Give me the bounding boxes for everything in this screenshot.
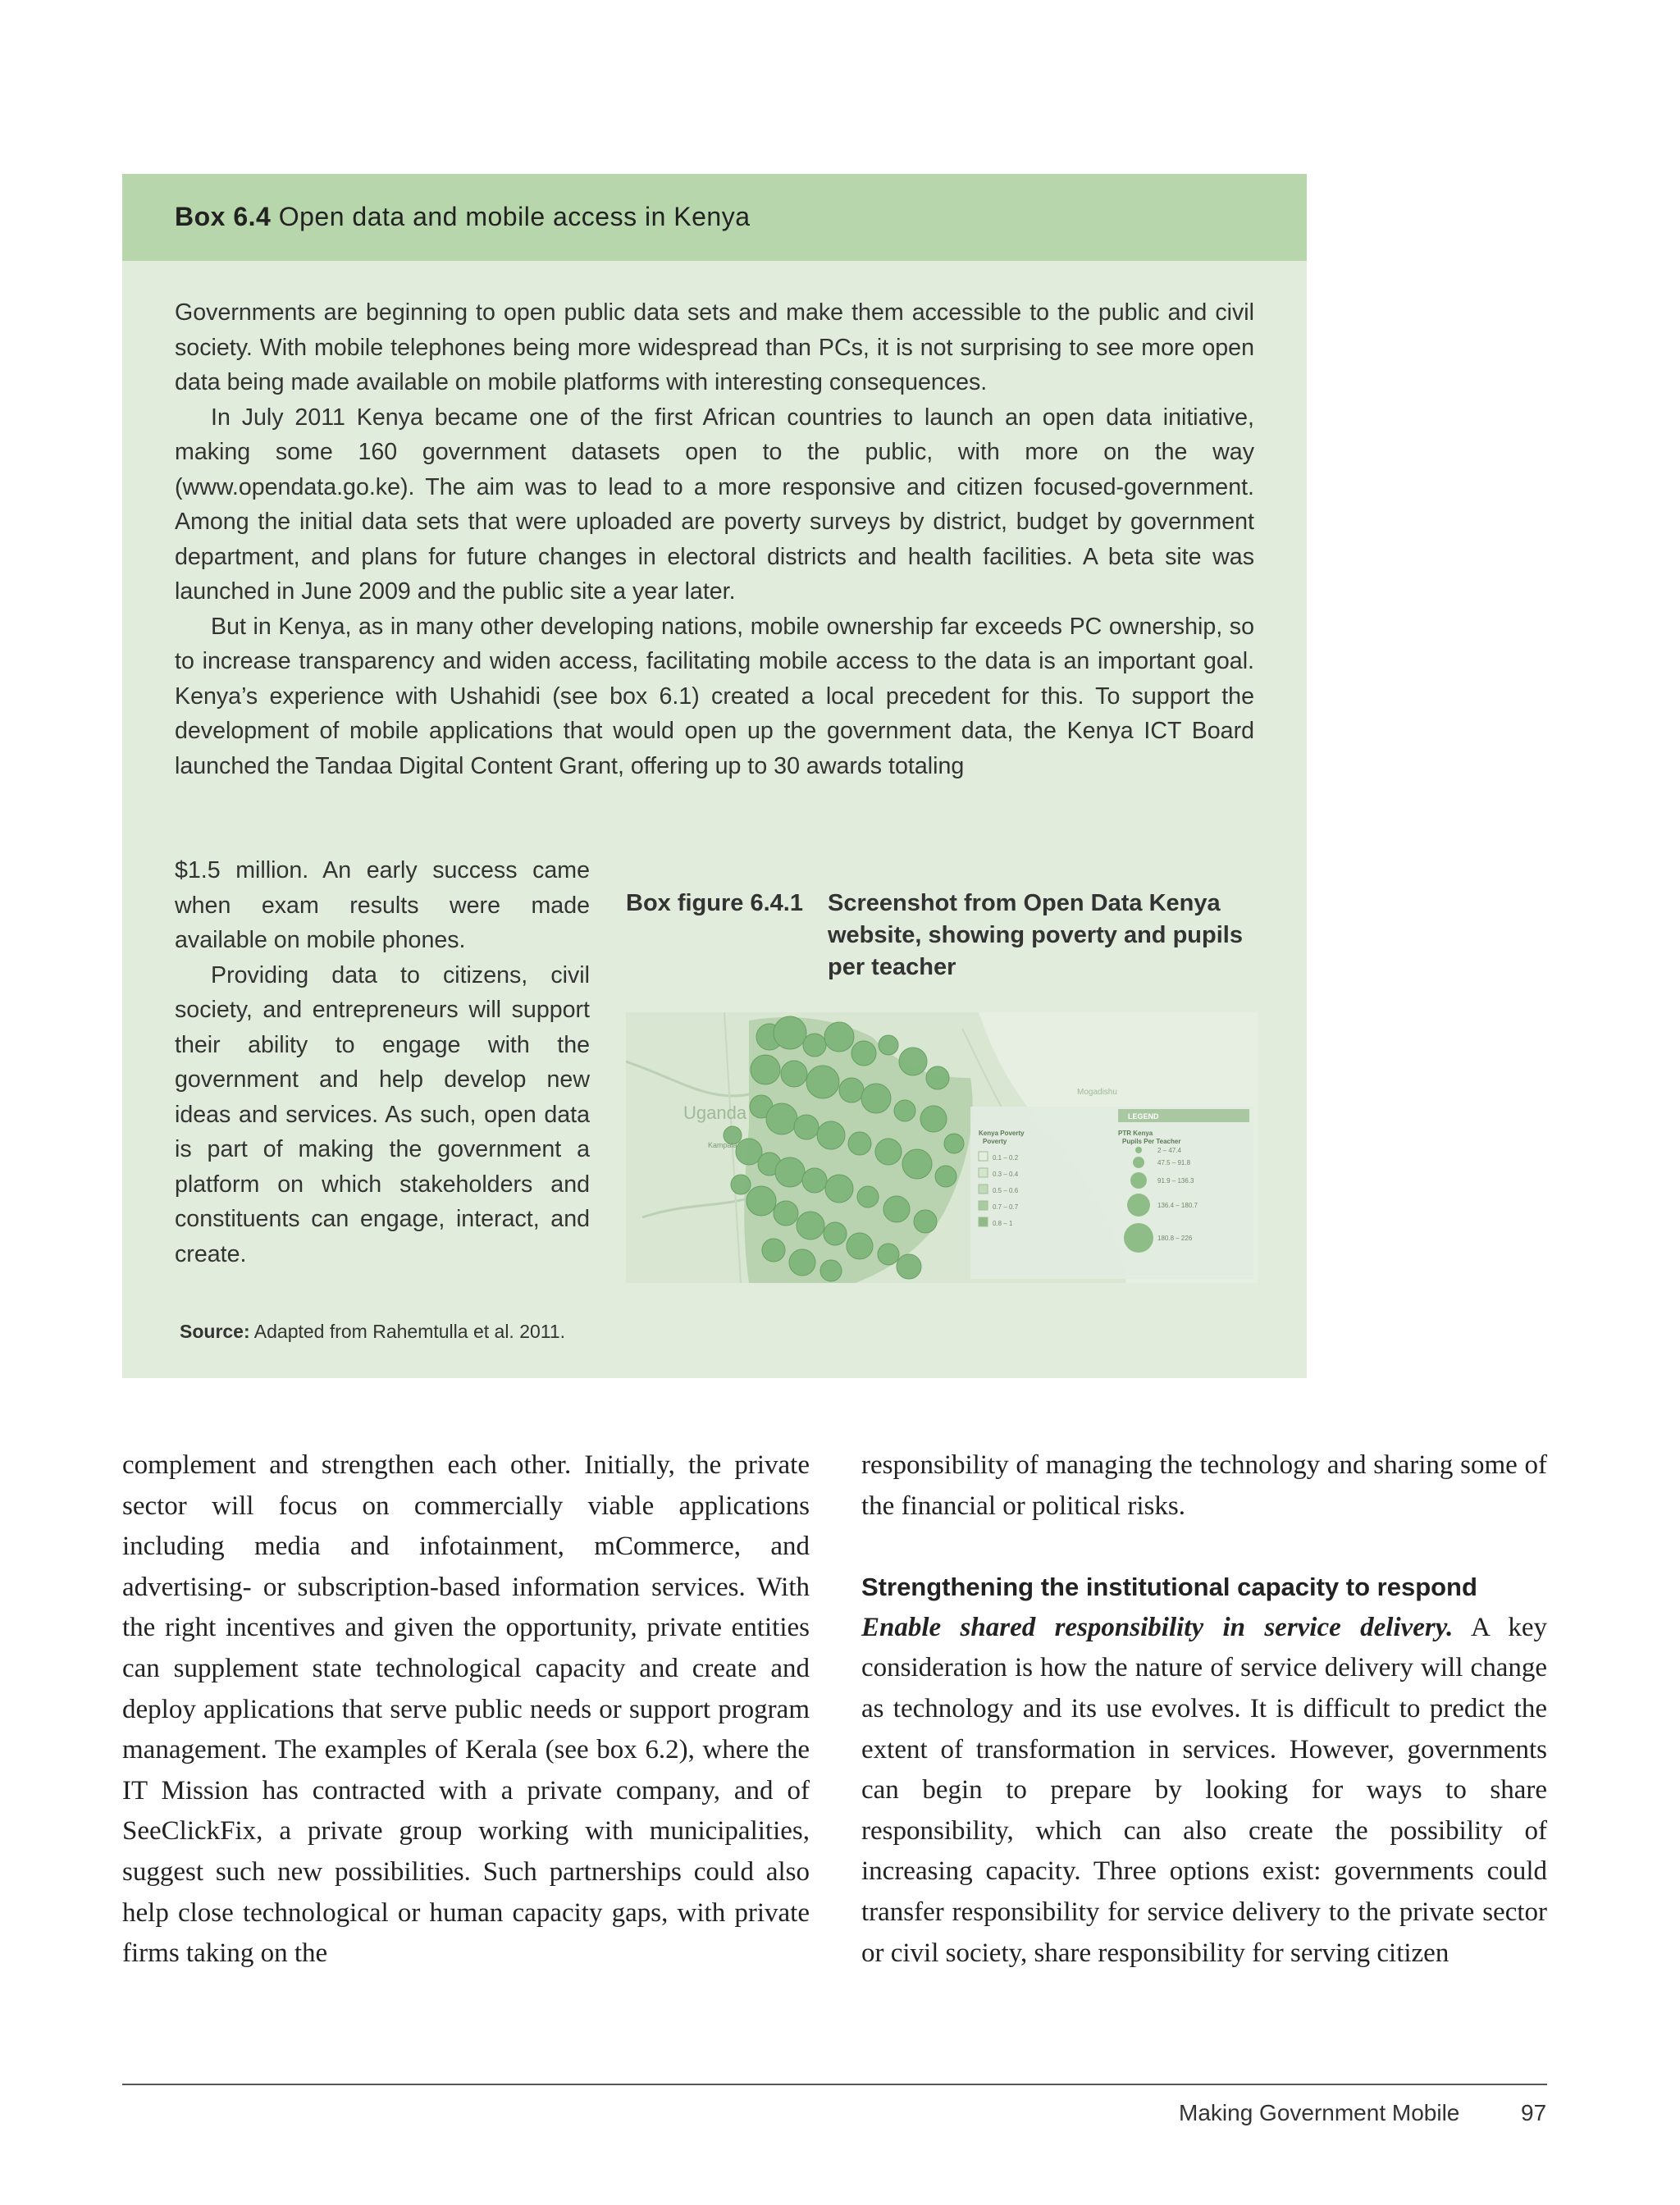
- district-circle: [926, 1066, 949, 1089]
- poverty-range: 0.1 – 0.2: [993, 1154, 1019, 1162]
- source-label: Source:: [180, 1321, 250, 1342]
- figure-title: Screenshot from Open Data Kenya website, showing poverty and pupils per teacher: [828, 890, 1243, 980]
- district-circle: [751, 1055, 780, 1084]
- district-circle: [824, 1222, 847, 1245]
- right-column: [861, 1445, 1547, 1974]
- district-circle: [789, 1249, 815, 1276]
- figure-label: Box figure 6.4.1: [626, 890, 803, 916]
- legend-header: LEGEND: [1128, 1112, 1159, 1121]
- left-column-text: complement and strengthen each other. Initially, the private sector will focus on commercially viable applications including media and infotainment, mCommerce, and advertising- or subscription-based information services. With the right incentives and given the opportunity, private entities can supplement state technological capacity and create and deploy applications that serve public needs or support program management. The examples of Kerala (see box 6.2), where the IT Mission has contracted with a private company, and of SeeClickFix, a private group working with municipalities, suggest such new possibilities. Such partnerships could also help close technological or human capacity gaps, with private firms taking on the: [122, 1450, 810, 1969]
- map-label-kampala: Kampala: [708, 1141, 737, 1149]
- ptr-circle: [1127, 1194, 1150, 1217]
- district-circle: [857, 1186, 879, 1208]
- runin-heading: Enable shared responsibility in service delivery.: [861, 1612, 1454, 1642]
- box-header: [122, 174, 1307, 261]
- section-heading: Strengthening the institutional capacity to respond: [861, 1573, 1477, 1602]
- box-title: [175, 202, 751, 232]
- poverty-swatch: [979, 1217, 988, 1226]
- poverty-range: 0.3 – 0.4: [993, 1171, 1019, 1178]
- district-circle: [774, 1016, 806, 1049]
- source-text: Adapted from Rahemtulla et al. 2011.: [253, 1321, 566, 1342]
- district-circle: [824, 1022, 854, 1052]
- district-circle: [746, 1186, 776, 1216]
- district-circle: [879, 1035, 898, 1055]
- district-circle: [775, 1157, 805, 1187]
- poverty-swatch: [979, 1201, 988, 1210]
- box-6-4: [122, 174, 1307, 1378]
- poverty-range: 0.5 – 0.6: [993, 1187, 1019, 1194]
- district-circle: [825, 1175, 853, 1203]
- poverty-range: 0.8 – 1: [993, 1220, 1013, 1227]
- district-circle: [781, 1061, 807, 1087]
- district-circle: [848, 1132, 871, 1155]
- district-circle: [935, 1166, 956, 1187]
- district-circle: [847, 1233, 873, 1259]
- district-circle: [762, 1239, 785, 1262]
- ptr-circle: [1130, 1172, 1147, 1189]
- box-paragraph-1: Governments are beginning to open public data sets and make them accessible to the public and civil society. With mobile telephones being more widespread than PCs, it is not surprising to see more open data being made available on mobile platforms with interesting consequences.: [175, 299, 1254, 395]
- box-title-text: Open data and mobile access in Kenya: [278, 202, 751, 231]
- ptr-range: 47.5 – 91.8: [1157, 1159, 1191, 1166]
- district-circle: [902, 1149, 932, 1179]
- district-circle: [797, 1212, 824, 1239]
- district-circle: [806, 1066, 839, 1098]
- box-paragraph-4: Providing data to citizens, civil society, and entrepreneurs will support their ability to engage with the government and help develop new ideas and services. As such, open data is part of making the government a platform on which stakeholders and constituents can engage, interact, and create.: [175, 961, 590, 1267]
- box-text-full-width: [175, 295, 1254, 783]
- right-column-continuation: responsibility of managing the technology and sharing some of the financial or political risks.: [861, 1450, 1547, 1521]
- district-circle: [944, 1134, 964, 1153]
- map-label-uganda: Uganda: [683, 1102, 747, 1123]
- district-circle: [861, 1084, 891, 1113]
- page-number: 97: [1521, 2100, 1547, 2125]
- box-paragraph-2: In July 2011 Kenya became one of the first African countries to launch an open data initiative, making some 160 government datasets open to the public, with more on the way (www.opendata.go.ke). The aim was to lead to a more responsive and citizen focused-government. Among the initial data sets that were uploaded are poverty surveys by district, budget by government department, and plans for future changes in electoral districts and health facilities. A beta site was launched in June 2009 and the public site a year later.: [175, 404, 1254, 605]
- poverty-swatch: [979, 1185, 988, 1194]
- district-circle: [794, 1115, 819, 1139]
- right-column-body: A key consideration is how the nature of service delivery will change as technology and its use evolves. It is difficult to predict the extent of transformation in services. However, governments can begin to prepare by looking for ways to share responsibility, which can also create the possibility of increasing capacity. Three options exist: governments could transfer responsibility for service delivery to the private sector or civil society, share responsibility for serving citizen: [861, 1612, 1547, 1968]
- ptr-range: 136.4 – 180.7: [1157, 1202, 1198, 1209]
- left-column: [122, 1445, 810, 1974]
- footer-title: Making Government Mobile: [1179, 2100, 1460, 2125]
- ptr-range: 2 – 47.4: [1157, 1147, 1181, 1154]
- district-circle: [851, 1041, 876, 1066]
- right-column-paragraph: [861, 1608, 1547, 1974]
- district-circle: [875, 1139, 902, 1165]
- footer-rule: [122, 2084, 1547, 2085]
- box-paragraph-3-cont: $1.5 million. An early success came when exam results were made available on mobile phones.: [175, 857, 590, 953]
- district-circle: [914, 1210, 937, 1233]
- box-text-narrow: [175, 853, 590, 1271]
- district-circle: [817, 1121, 845, 1149]
- district-circle: [883, 1196, 910, 1222]
- district-circle: [774, 1201, 798, 1226]
- ptr-range: 180.8 – 226: [1157, 1235, 1193, 1242]
- ptr-circle: [1135, 1147, 1142, 1153]
- district-circle: [839, 1078, 864, 1102]
- district-circle: [802, 1168, 827, 1193]
- district-circle: [803, 1034, 826, 1057]
- ptr-legend-title: PTR Kenya: [1118, 1130, 1153, 1137]
- district-circle: [766, 1103, 797, 1134]
- box-source: [180, 1321, 565, 1343]
- box-label: Box 6.4: [175, 202, 272, 231]
- ptr-range: 91.9 – 136.3: [1157, 1177, 1194, 1185]
- poverty-swatch: [979, 1168, 988, 1177]
- kenya-poverty-map: [626, 1012, 1258, 1283]
- ptr-legend-subtitle: Pupils Per Teacher: [1122, 1138, 1181, 1145]
- district-circle: [897, 1254, 921, 1279]
- district-circle: [731, 1175, 751, 1194]
- district-circle: [920, 1106, 947, 1132]
- box-paragraph-3: But in Kenya, as in many other developing nations, mobile ownership far exceeds PC ownership, so to increase transparency and widen access, facilitating mobile access to the data is an important goal. Kenya’s experience with Ushahidi (see box 6.1) created a local precedent for this. To support the development of mobile applications that would open up the government data, the Kenya ICT Board launched the Tandaa Digital Content Grant, offering up to 30 awards totaling: [175, 613, 1254, 779]
- district-circle: [820, 1260, 842, 1281]
- poverty-legend-title: Kenya Poverty: [979, 1130, 1025, 1137]
- poverty-swatch: [979, 1152, 988, 1161]
- poverty-range: 0.7 – 0.7: [993, 1203, 1019, 1211]
- poverty-legend-subtitle: Poverty: [983, 1138, 1007, 1145]
- ptr-circle: [1133, 1157, 1144, 1168]
- map-label-mogadishu: Mogadishu: [1077, 1088, 1117, 1097]
- ptr-circle: [1124, 1223, 1153, 1253]
- district-circle: [899, 1048, 927, 1075]
- district-circle: [894, 1100, 915, 1121]
- district-circle: [878, 1244, 899, 1265]
